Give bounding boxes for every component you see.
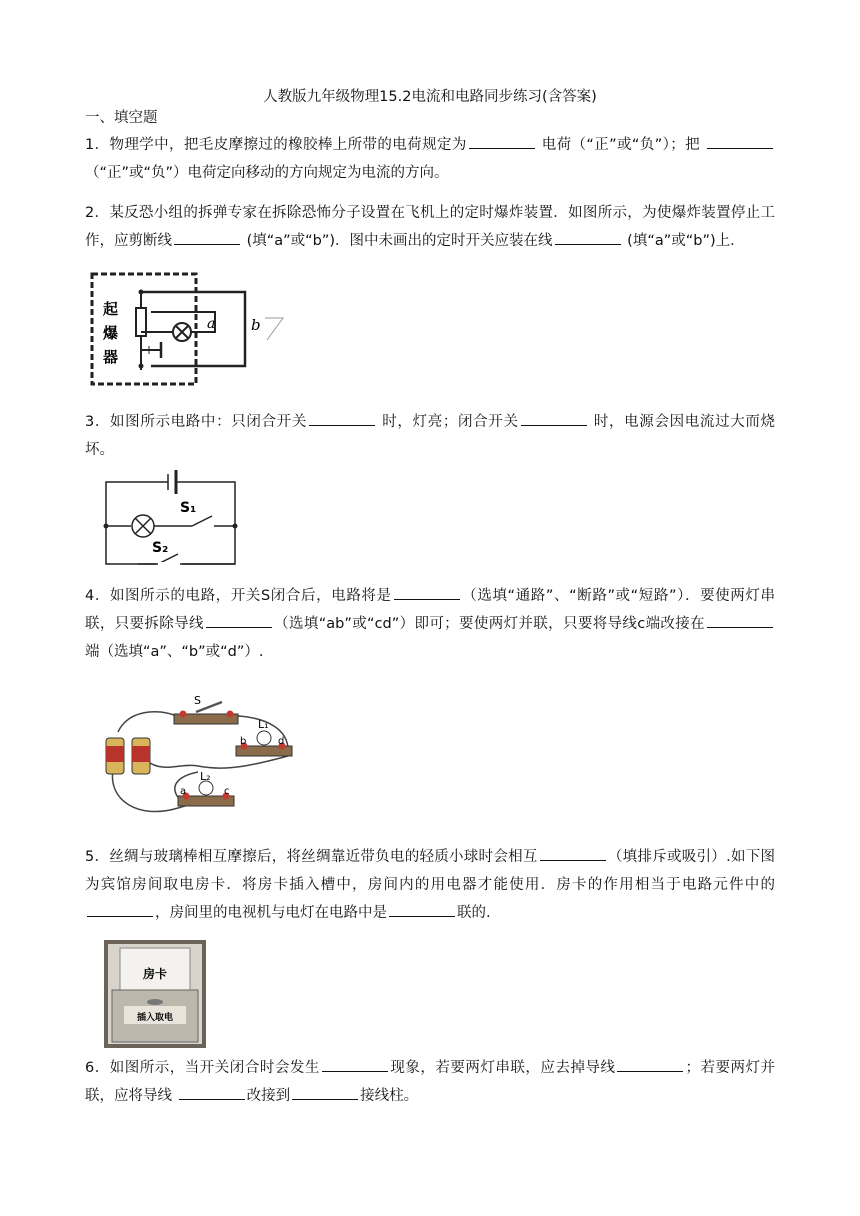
detonator-label: 爆: [103, 324, 119, 342]
answer-blank[interactable]: [179, 1083, 245, 1100]
question-text: 端（选填“a”、“b”或“d”）.: [85, 644, 264, 660]
question-text: 电荷（“正”或“负”）；把: [536, 137, 705, 153]
answer-blank[interactable]: [292, 1083, 358, 1100]
wire-b-label: b: [251, 316, 261, 334]
answer-blank[interactable]: [309, 409, 375, 426]
answer-blank[interactable]: [707, 611, 773, 628]
wire-a-label: a: [207, 316, 216, 332]
question-number: 3．: [85, 414, 111, 430]
lamp-l1-label: L₁: [258, 718, 269, 731]
answer-blank[interactable]: [322, 1055, 388, 1072]
terminal-b-label: b: [240, 736, 247, 747]
answer-blank[interactable]: [206, 611, 272, 628]
detonator-label: 起: [103, 300, 119, 318]
physical-circuit-figure: [98, 690, 308, 825]
detonator-label: 器: [103, 348, 119, 366]
detonator-circuit-figure: [85, 270, 295, 390]
question-text: 时，电源会因电流过大而烧坏。: [85, 414, 776, 458]
card-label: 房卡: [142, 967, 168, 981]
document-title: 人教版九年级物理15.2电流和电路同步练习(含答案): [263, 89, 597, 105]
question-1: [85, 131, 775, 187]
question-text: 如图所示电路中：只闭合开关: [110, 414, 307, 430]
question-3: [85, 408, 775, 464]
switch-circuit-figure: [98, 468, 243, 568]
question-text: (填“a”或“b”)．图中未画出的定时开关应装在线: [242, 233, 553, 249]
question-5: [85, 843, 775, 927]
answer-blank[interactable]: [469, 132, 535, 149]
answer-blank[interactable]: [555, 228, 621, 245]
question-text: 时，灯亮；闭合开关: [376, 414, 519, 430]
answer-blank[interactable]: [617, 1055, 683, 1072]
answer-blank[interactable]: [707, 132, 773, 149]
question-6: [85, 1054, 775, 1110]
switch-s1-label: S₁: [180, 500, 197, 516]
question-text: 某反恐小组的拆弹专家在拆除恐怖分子设置在飞机上的定时爆炸装置．如图所示，为使爆炸装置停止工作，应剪断线: [85, 205, 775, 249]
switch-s2-label: S₂: [152, 540, 169, 556]
question-text: （选填“通路”、“断路”或“短路”）．要使两灯串联，只要拆除导线: [85, 588, 775, 632]
section-heading: 一、填空题: [85, 110, 158, 126]
question-number: 5．: [85, 849, 110, 865]
lamp-l2-label: L₂: [200, 770, 211, 783]
answer-blank[interactable]: [87, 900, 153, 917]
room-card-photo: [104, 940, 206, 1048]
question-text: （填排斥或吸引）.如下图为宾馆房间取电房卡．将房卡插入槽中，房间内的用电器才能使用．房卡的作用相当于电路元件中的: [85, 849, 776, 893]
answer-blank[interactable]: [389, 900, 455, 917]
question-text: 现象，若要两灯串联，应去掉导线: [389, 1060, 616, 1076]
terminal-c-label: c: [224, 786, 230, 797]
question-text: 物理学中，把毛皮摩擦过的橡胶棒上所带的电荷规定为: [109, 137, 467, 153]
question-text: （“正”或“负”）电荷定向移动的方向规定为电流的方向。: [85, 165, 449, 181]
answer-blank[interactable]: [174, 228, 240, 245]
question-text: 联的.: [457, 905, 491, 921]
terminal-a-label: a: [180, 786, 187, 797]
question-4: [85, 582, 775, 666]
answer-blank[interactable]: [540, 844, 606, 861]
question-text: ；若要两灯并联，应将导线: [85, 1060, 776, 1104]
question-number: 1．: [85, 137, 110, 153]
slot-label: 插入取电: [136, 1013, 174, 1023]
question-text: 接线柱。: [360, 1088, 419, 1104]
question-text: 改接到: [246, 1088, 291, 1104]
question-text: 如图所示，当开关闭合时会发生: [109, 1060, 320, 1076]
answer-blank[interactable]: [521, 409, 587, 426]
question-text: ，房间里的电视机与电灯在电路中是: [155, 905, 387, 921]
question-text: （选填“ab”或“cd”）即可；要使两灯并联，只要将导线c端改接在: [273, 616, 705, 632]
question-2: [85, 199, 775, 255]
answer-blank[interactable]: [394, 583, 460, 600]
terminal-d-label: d: [278, 736, 285, 747]
question-number: 2．: [85, 205, 110, 221]
question-text: 丝绸与玻璃棒相互摩擦后，将丝绸靠近带负电的轻质小球时会相互: [109, 849, 538, 865]
question-text: 如图所示的电路，开关S闭合后，电路将是: [109, 588, 392, 604]
question-text: (填“a”或“b”)上．: [622, 233, 745, 249]
switch-s-label: S: [194, 694, 201, 707]
question-number: 4．: [85, 588, 110, 604]
question-number: 6．: [85, 1060, 110, 1076]
